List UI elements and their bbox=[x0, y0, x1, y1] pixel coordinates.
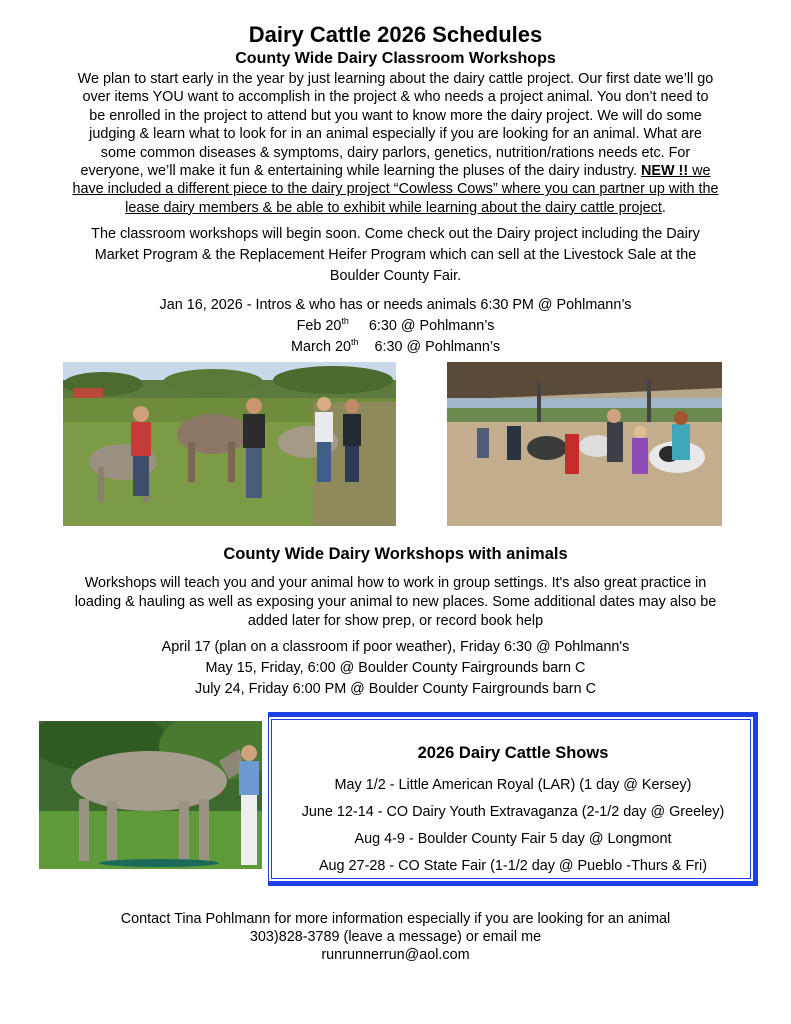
intro-new-line: lease dairy members & be able to exhibit while learning about the dairy cattle project. bbox=[125, 199, 666, 216]
shows-heading: 2026 Dairy Cattle Shows bbox=[417, 744, 609, 762]
show-item: June 12-14 - CO Dairy Youth Extravaganza (2-1/2 day @ Greeley) bbox=[301, 804, 725, 820]
intro-paragraph bbox=[44, 70, 747, 217]
paragraph-line: The classroom workshops will begin soon. Come check out the Dairy project including the Dairy bbox=[91, 226, 700, 242]
intro-line-last: everyone, we’ll make it fun & entertaining while learning the pluses of the dairy industry. NEW !! we bbox=[80, 163, 711, 180]
date-line: April 17 (plan on a classroom if poor weather), Friday 6:30 @ Pohlmann's bbox=[161, 639, 630, 655]
date-line: March 20th 6:30 @ Pohlmann’s bbox=[290, 337, 501, 355]
intro-new-line: have included a different piece to the dairy project “Cowless Cows” where you can partner up with the bbox=[72, 181, 719, 198]
arena-workshop-photo bbox=[447, 362, 722, 526]
show-item: Aug 4-9 - Boulder County Fair 5 day @ Longmont bbox=[354, 831, 672, 847]
paragraph-line: loading & hauling as well as exposing your animal to new places. Some additional dates may also be bbox=[74, 594, 717, 610]
date-line: May 15, Friday, 6:00 @ Boulder County Fairgrounds barn C bbox=[205, 660, 586, 676]
date-line: July 24, Friday 6:00 PM @ Boulder County Fairgrounds barn C bbox=[195, 681, 596, 697]
intro-line: over items YOU want to accomplish in the project & who needs a project animal. You don’t need to bbox=[82, 89, 709, 106]
contact-line: Contact Tina Pohlmann for more information especially if you are looking for an animal bbox=[120, 911, 671, 927]
paragraph-line: Market Program & the Replacement Heifer Program which can sell at the Livestock Sale at the bbox=[94, 247, 697, 263]
paragraph-line: Workshops will teach you and your animal how to work in group settings. It's also great practice in bbox=[84, 575, 707, 591]
contact-phone: 303)828-3789 (leave a message) or email me bbox=[249, 929, 542, 945]
animal-workshop-dates bbox=[0, 637, 791, 700]
cow-show-photo bbox=[39, 721, 262, 869]
page-title: Dairy Cattle 2026 Schedules bbox=[248, 22, 543, 47]
show-item: Aug 27-28 - CO State Fair (1-1/2 day @ Pueblo -Thurs & Fri) bbox=[318, 858, 708, 874]
contact-info bbox=[0, 910, 791, 964]
show-item: May 1/2 - Little American Royal (LAR) (1 day @ Kersey) bbox=[334, 777, 692, 793]
intro-line: some common diseases & symptoms, dairy parlors, genetics, nutrition/rations needs etc. For bbox=[100, 144, 691, 161]
date-line: Feb 20th 6:30 @ Pohlmann’s bbox=[296, 316, 495, 334]
paragraph-line: added later for show prep, or record book help bbox=[247, 613, 544, 629]
animal-workshops-paragraph bbox=[44, 574, 747, 631]
new-label: NEW !! bbox=[640, 163, 689, 180]
intro-line: be enrolled in the project to attend but you want to know more the dairy project. We will do some bbox=[89, 107, 702, 124]
animal-workshops-heading: County Wide Dairy Workshops with animals bbox=[223, 545, 568, 563]
classroom-paragraph bbox=[60, 224, 731, 287]
classroom-dates bbox=[0, 295, 791, 358]
outdoor-workshop-image bbox=[63, 362, 396, 526]
contact-email[interactable]: runrunnerrun@aol.com bbox=[321, 947, 470, 963]
arena-workshop-image bbox=[447, 362, 722, 526]
cow-show-image bbox=[39, 721, 262, 869]
paragraph-line: Boulder County Fair. bbox=[329, 268, 462, 284]
shows-list bbox=[268, 772, 758, 880]
date-line: Jan 16, 2026 - Intros & who has or needs animals 6:30 PM @ Pohlmann’s bbox=[159, 297, 632, 313]
outdoor-workshop-photo bbox=[63, 362, 396, 526]
intro-line: judging & learn what to look for in an animal especially if you are looking for an animal. What are bbox=[89, 126, 702, 143]
classroom-heading: County Wide Dairy Classroom Workshops bbox=[235, 50, 556, 67]
intro-line: We plan to start early in the year by just learning about the dairy cattle project. Our first date we’ll go bbox=[77, 71, 714, 87]
